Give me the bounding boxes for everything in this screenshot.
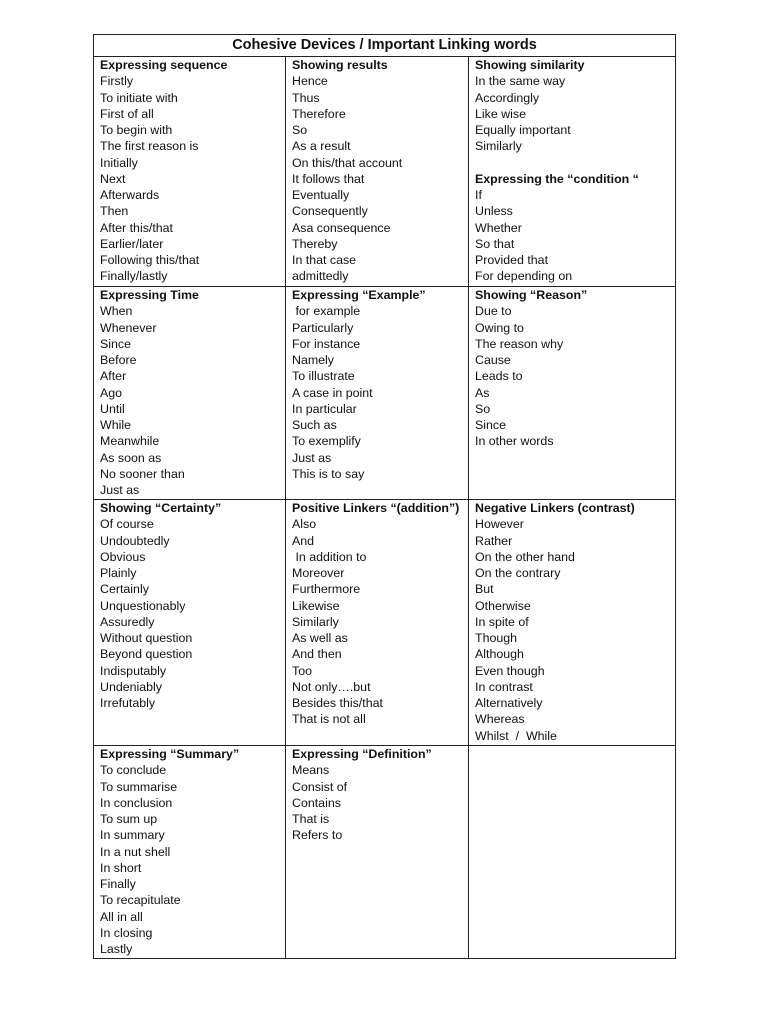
linking-word: Contains: [292, 795, 341, 810]
linking-word: Then: [100, 204, 129, 219]
table-title: Cohesive Devices / Important Linking words: [94, 35, 676, 57]
linking-word: As a result: [292, 139, 351, 154]
linking-word: Like wise: [475, 106, 526, 121]
linking-word: In that case: [292, 253, 357, 267]
linking-word: Without question: [100, 631, 193, 645]
linking-word: To initiate with: [100, 90, 178, 105]
linking-word: Not only….but: [292, 679, 371, 694]
linking-words-sheet: [93, 34, 675, 959]
category-heading: Showing “Reason”: [475, 288, 588, 302]
linking-word: In other words: [475, 434, 554, 449]
linking-word: First of all: [100, 106, 154, 121]
linking-word: To sum up: [100, 812, 158, 826]
linking-word: Following this/that: [100, 253, 200, 267]
linking-word: Leads to: [475, 369, 523, 384]
category-cell: [286, 746, 469, 959]
linking-word: Otherwise: [475, 598, 531, 613]
linking-word: Whilst / While: [475, 728, 557, 743]
linking-word: For depending on: [475, 269, 573, 284]
linking-word: In short: [100, 860, 142, 875]
linking-word: A case in point: [292, 385, 373, 400]
category-heading: Expressing “Definition”: [292, 747, 432, 761]
linking-word: In closing: [100, 925, 153, 940]
linking-word: Unless: [475, 204, 513, 219]
category-cell: [94, 57, 286, 287]
linking-word: When: [100, 304, 133, 319]
linking-word: So: [475, 401, 491, 416]
linking-word: Unquestionably: [100, 598, 186, 613]
linking-word: Obvious: [100, 549, 146, 564]
category-cell: [286, 57, 469, 287]
linking-word: Refers to: [292, 828, 343, 843]
linking-word: Rather: [475, 533, 513, 548]
linking-word: Thus: [292, 90, 320, 105]
linking-word: Whenever: [100, 320, 157, 335]
linking-word: While: [100, 418, 131, 432]
linking-word: To conclude: [100, 763, 167, 778]
linking-word: On the contrary: [475, 566, 561, 580]
linking-word: As: [475, 385, 490, 400]
linking-word: Since: [100, 336, 131, 351]
category-heading: Positive Linkers “(addition”): [292, 501, 460, 515]
linking-word: admittedly: [292, 269, 349, 284]
linking-word: To exemplify: [292, 434, 361, 449]
spacer: [475, 155, 675, 171]
linking-word: Finally: [100, 877, 136, 891]
linking-word: Although: [475, 647, 524, 662]
linking-word: Earlier/later: [100, 236, 164, 251]
linking-word: And: [292, 533, 315, 548]
linking-word: Too: [292, 663, 312, 678]
linking-word: To recapitulate: [100, 893, 181, 908]
linking-word: Before: [100, 353, 137, 367]
linking-word: Provided that: [475, 253, 549, 267]
category-heading: Expressing sequence: [100, 58, 228, 72]
linking-word: for example: [292, 304, 361, 319]
linking-word: Whether: [475, 220, 522, 235]
linking-word: In the same way: [475, 74, 566, 89]
linking-word: Of course: [100, 517, 154, 532]
category-cell: [94, 746, 286, 959]
linking-word: Thereby: [292, 236, 338, 251]
linking-word: To illustrate: [292, 369, 355, 384]
linking-word: Just as: [100, 483, 140, 497]
linking-word: In conclusion: [100, 795, 173, 810]
linking-words-table: [93, 34, 676, 959]
linking-word: However: [475, 517, 524, 532]
linking-word: Similarly: [292, 614, 339, 629]
linking-word: In contrast: [475, 679, 533, 694]
linking-word: Irrefutably: [100, 696, 156, 710]
linking-word: Ago: [100, 385, 123, 400]
table-row: [94, 287, 676, 500]
linking-word: Finally/lastly: [100, 269, 168, 284]
table-row: [94, 500, 676, 746]
linking-word: Namely: [292, 353, 334, 367]
category-cell: [94, 287, 286, 500]
linking-word: Certainly: [100, 582, 149, 597]
linking-word: Accordingly: [475, 90, 540, 105]
linking-word: Due to: [475, 304, 512, 319]
linking-word: But: [475, 582, 494, 597]
linking-word: To summarise: [100, 779, 178, 794]
linking-word: Particularly: [292, 320, 354, 335]
linking-word: Afterwards: [100, 188, 160, 202]
category-cell: [469, 500, 676, 746]
linking-word: In a nut shell: [100, 844, 171, 859]
linking-word: If: [475, 188, 482, 202]
linking-word: Firstly: [100, 74, 134, 89]
linking-word: Plainly: [100, 566, 137, 580]
linking-word: Beyond question: [100, 647, 193, 662]
linking-word: Just as: [292, 450, 332, 465]
linking-word: No sooner than: [100, 466, 185, 481]
category-cell: [469, 57, 676, 287]
linking-word: To begin with: [100, 123, 173, 137]
linking-word: In particular: [292, 401, 357, 416]
category-heading: Expressing “Example”: [292, 288, 426, 302]
linking-word: Though: [475, 631, 518, 645]
category-cell: [286, 287, 469, 500]
linking-word: That is: [292, 812, 330, 826]
linking-word: The first reason is: [100, 139, 199, 154]
linking-word: Initially: [100, 155, 138, 170]
linking-word: This is to say: [292, 466, 365, 481]
category-cell: [469, 287, 676, 500]
category-heading: Showing results: [292, 58, 388, 72]
category-cell: [94, 500, 286, 746]
linking-word: Undoubtedly: [100, 533, 170, 548]
category-heading: Expressing the “condition “: [475, 171, 639, 186]
linking-word: So: [292, 123, 308, 137]
linking-word: Besides this/that: [292, 696, 383, 710]
linking-word: In summary: [100, 828, 165, 843]
linking-word: Until: [100, 401, 125, 416]
linking-word: After: [100, 369, 127, 384]
linking-word: Lastly: [100, 942, 133, 956]
category-heading: Showing “Certainty”: [100, 501, 222, 515]
linking-word: That is not all: [292, 712, 366, 727]
linking-word: Such as: [292, 418, 337, 432]
linking-word: Moreover: [292, 566, 345, 580]
category-cell: [286, 500, 469, 746]
linking-word: Meanwhile: [100, 434, 160, 449]
linking-word: Alternatively: [475, 696, 543, 710]
linking-word: Hence: [292, 74, 328, 89]
linking-word: Undeniably: [100, 679, 162, 694]
linking-word: Eventually: [292, 188, 350, 202]
linking-word: For instance: [292, 336, 361, 351]
table-row: [94, 57, 676, 287]
linking-word: Similarly: [475, 139, 522, 154]
linking-word: Cause: [475, 353, 511, 367]
linking-word: Equally important: [475, 123, 571, 137]
linking-word: Owing to: [475, 320, 524, 335]
linking-word: It follows that: [292, 171, 365, 186]
linking-word: Therefore: [292, 106, 346, 121]
table-row: [94, 746, 676, 959]
linking-word: In addition to: [292, 549, 367, 564]
linking-word: On this/that account: [292, 155, 403, 170]
linking-word: Also: [292, 517, 317, 532]
linking-word: In spite of: [475, 614, 529, 629]
linking-word: Assuredly: [100, 614, 155, 629]
linking-word: Consequently: [292, 204, 368, 219]
linking-word: On the other hand: [475, 549, 575, 564]
linking-word: Furthermore: [292, 582, 361, 597]
category-heading: Showing similarity: [475, 58, 585, 72]
linking-word: All in all: [100, 909, 143, 924]
linking-word: Consist of: [292, 779, 348, 794]
linking-word: Next: [100, 171, 126, 186]
category-heading: Negative Linkers (contrast): [475, 501, 635, 515]
linking-word: Whereas: [475, 712, 525, 727]
linking-word: Even though: [475, 663, 545, 678]
linking-word: After this/that: [100, 220, 174, 235]
linking-word: Asa consequence: [292, 220, 391, 235]
category-heading: Expressing Time: [100, 288, 199, 302]
linking-word: Indisputably: [100, 663, 167, 678]
linking-word: So that: [475, 236, 515, 251]
category-heading: Expressing “Summary”: [100, 747, 240, 761]
linking-word: As soon as: [100, 450, 162, 465]
linking-word: Since: [475, 418, 506, 432]
linking-word: As well as: [292, 631, 348, 645]
linking-word: Means: [292, 763, 330, 778]
linking-word: Likewise: [292, 598, 340, 613]
category-cell: [469, 746, 676, 959]
linking-word: And then: [292, 647, 342, 662]
linking-word: The reason why: [475, 336, 564, 351]
